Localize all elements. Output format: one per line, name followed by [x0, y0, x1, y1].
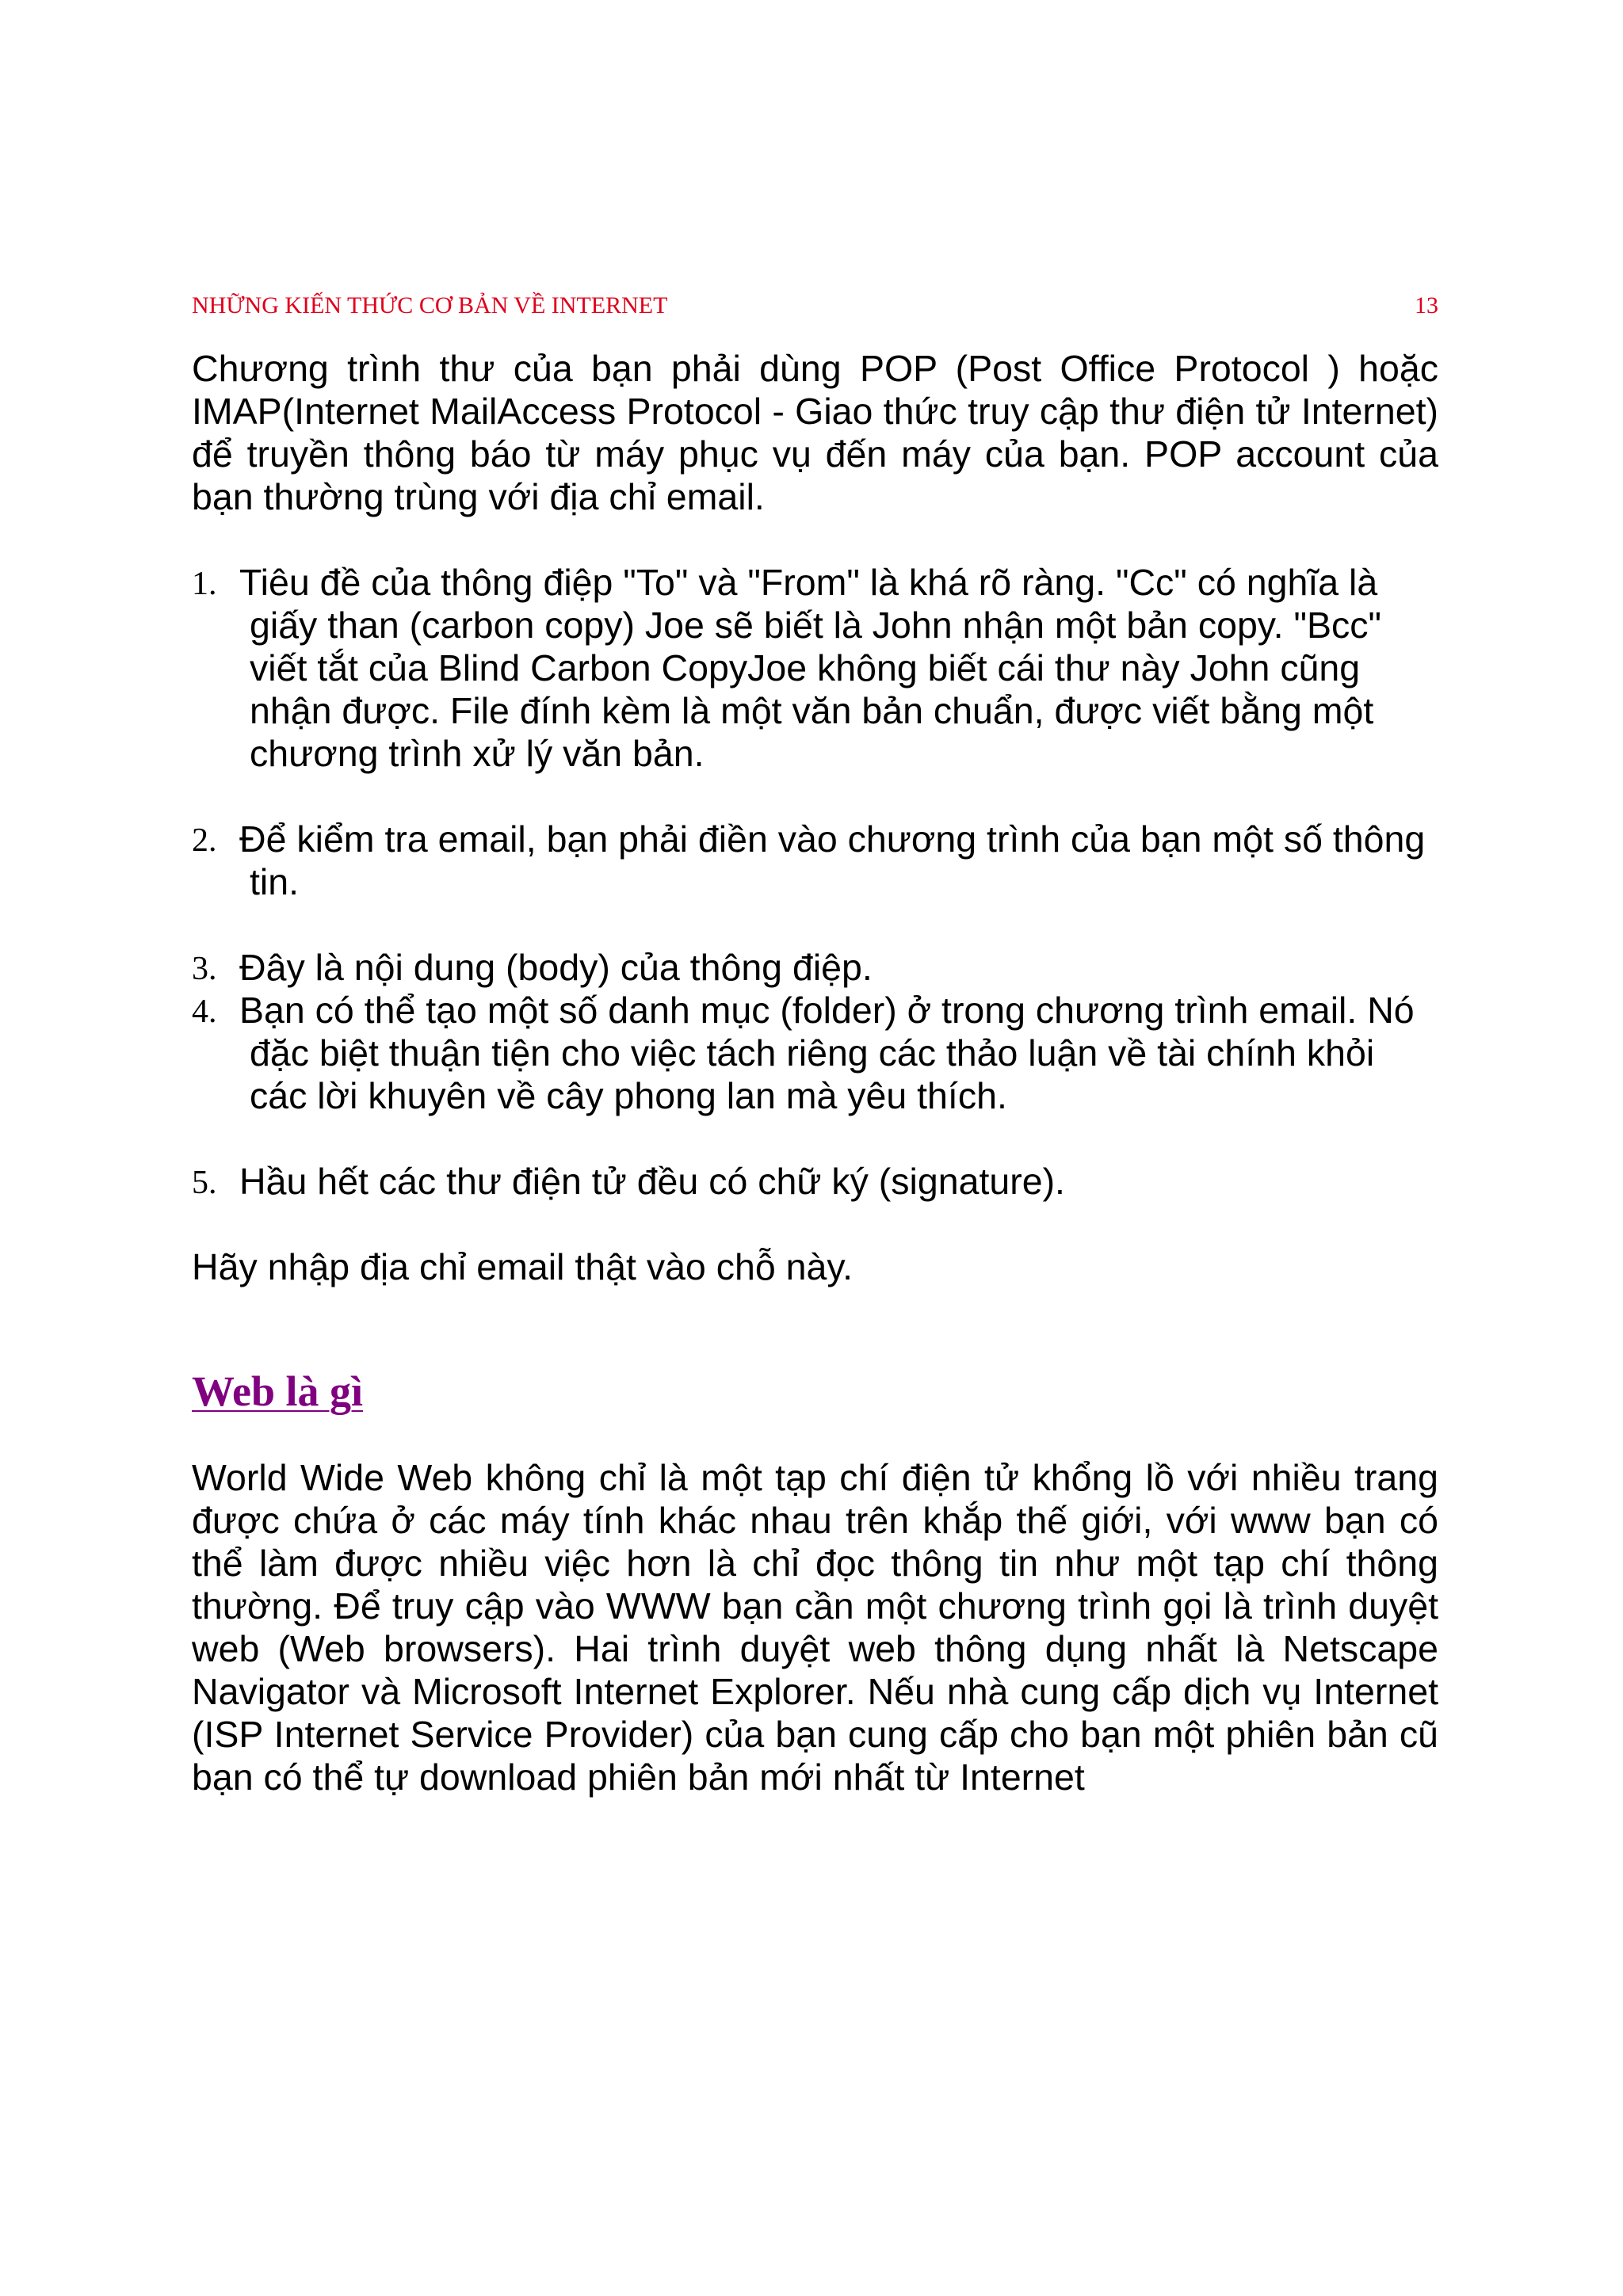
page-number: 13 — [1415, 292, 1438, 318]
list-item — [192, 946, 1438, 989]
list-item — [192, 818, 1438, 903]
list-item-text: Hầu hết các thư điện tử đều có chữ ký (signature). — [239, 1161, 1065, 1202]
list-item — [192, 1160, 1438, 1203]
list-item-number: 3. — [192, 951, 217, 987]
list-item-number: 1. — [192, 566, 217, 602]
list-item — [192, 989, 1438, 1117]
running-header — [192, 290, 1438, 322]
numbered-list — [192, 561, 1438, 1203]
list-item-text: Bạn có thể tạo một số danh mục (folder) ở trong chương trình email. Nó đặc biệt thuận tiện cho việc tách riêng các thảo luận về tài chính khỏi các lời khuyên về cây phong lan mà yêu thích. — [239, 990, 1415, 1116]
list-item-number: 2. — [192, 822, 217, 859]
document-body — [192, 347, 1438, 1798]
section-paragraph: World Wide Web không chỉ là một tạp chí điện tử khổng lồ với nhiều trang được chứa ở các máy tính khác nhau trên khắp thế giới, với www bạn có thể làm được nhiều việc hơn là chỉ đọc thông tin như một tạp chí thông thường. Để truy cập vào WWW bạn cần một chương trình gọi là trình duyệt web (Web browsers). Hai trình duyệt web thông dụng nhất là Netscape Navigator và Microsoft Internet Explorer. Nếu nhà cung cấp dịch vụ Internet (ISP Internet Service Provider) của bạn cung cấp cho bạn một phiên bản cũ bạn có thể tự download phiên bản mới nhất từ Internet — [192, 1457, 1438, 1798]
closing-line: Hãy nhập địa chỉ email thật vào chỗ này. — [192, 1246, 854, 1287]
spacer — [192, 518, 1438, 561]
intro-paragraph: Chương trình thư của bạn phải dùng POP (Post Office Protocol ) hoặc IMAP(Internet MailAccess Protocol - Giao thức truy cập thư điện tử Internet) để truyền thông báo từ máy phục vụ đến máy của bạn. POP account của bạn thường trùng với địa chỉ email. — [192, 348, 1438, 517]
spacer — [192, 1117, 1438, 1160]
list-item-text: Để kiểm tra email, bạn phải điền vào chương trình của bạn một số thông tin. — [239, 818, 1426, 902]
list-item-text: Đây là nội dung (body) của thông điệp. — [239, 947, 873, 988]
spacer — [192, 903, 1438, 946]
spacer — [192, 1203, 1438, 1245]
spacer — [192, 1288, 1438, 1367]
list-item-text: Tiêu đề của thông điệp "To" và "From" là khá rõ ràng. "Cc" có nghĩa là giấy than (carbon copy) Joe sẽ biết là John nhận một bản copy. "Bcc" viết tắt của Blind Carbon CopyJoe không biết cái thư này John cũng nhận được. File đính kèm là một văn bản chuẩn, được viết bằng một chương trình xử lý văn bản. — [239, 562, 1381, 774]
list-item — [192, 561, 1438, 775]
section-heading: Web là gì — [192, 1367, 364, 1415]
list-item-number: 4. — [192, 994, 217, 1030]
spacer — [192, 775, 1438, 818]
list-item-number: 5. — [192, 1165, 217, 1201]
spacer — [192, 1415, 1438, 1456]
header-title: NHỮNG KIẾN THỨC CƠ BẢN VỀ INTERNET — [192, 292, 668, 318]
